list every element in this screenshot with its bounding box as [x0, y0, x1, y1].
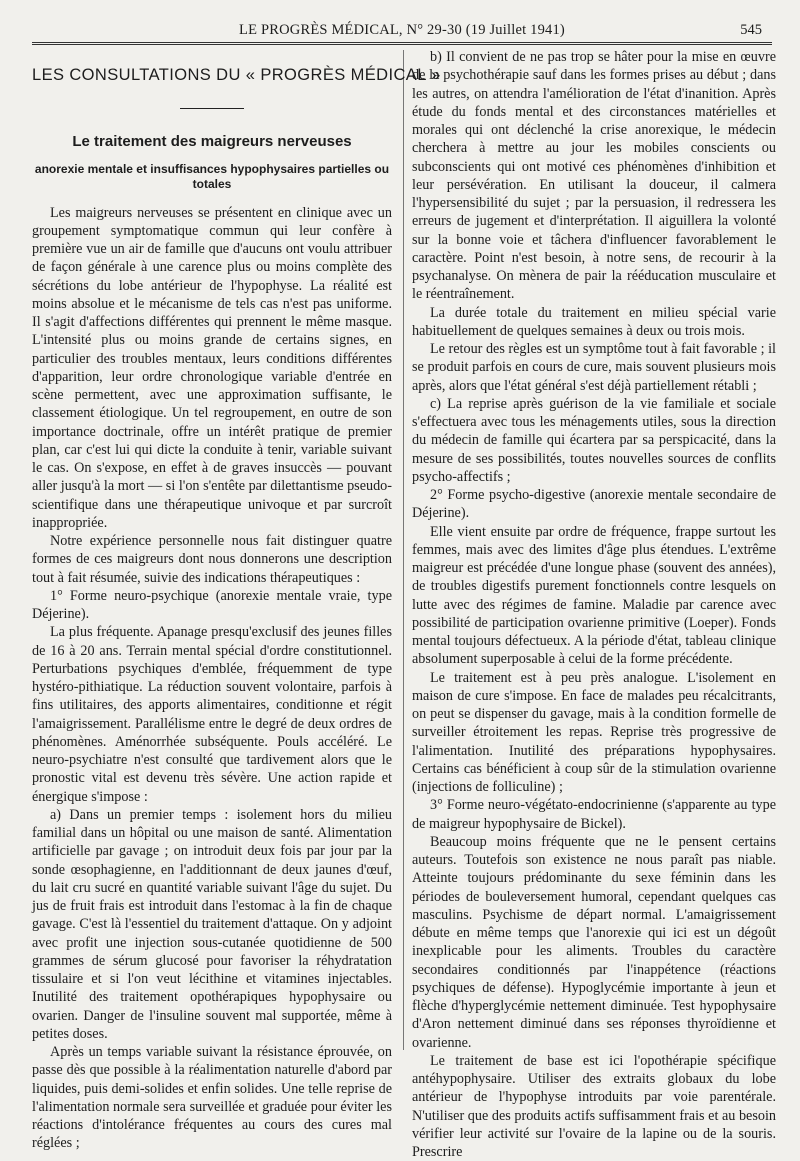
right-column	[412, 48, 776, 1161]
section-separator	[180, 108, 244, 109]
body-paragraph: La plus fréquente. Apanage presqu'exclusif des jeunes filles de 16 à 20 ans. Terrain mental spécial d'ordre constitutionnel. Perturbations psychiques d'emblée, fréquemment de type hystéro-pithiatique. La réduction souvent volontaire, parfois à fins utilitaires, des apports alimentaires, conditionne et régit l'amaigrissement. Parallélisme entre le degré de deux ordres de phénomènes. Aménorrhée subséquente. Pouls accéléré. Le neuro-psychiatre n'est consulté que tardivement alors que le pronostic vital est devenu très sévère. Une action rapide et énergique s'impose :	[32, 624, 392, 805]
article-subtitle: anorexie mentale et insuffisances hypophysaires partielles ou totales	[34, 161, 390, 191]
running-title: LE PROGRÈS MÉDICAL, N° 29-30 (19 Juillet 1941)	[239, 22, 565, 38]
column-divider	[403, 50, 404, 1050]
body-paragraph: Après un temps variable suivant la résistance éprouvée, on passe dès que possible à la réalimentation naturelle d'abord par liquides, puis demi-solides et enfin solides. Une telle reprise de l'alimentation normale sera surveillée et graduée pour éviter les réactions d'intolérance fréquentes au cours des cures mal réglées ;	[32, 1044, 392, 1152]
body-paragraph: Les maigreurs nerveuses se présentent en clinique avec un groupement symptomatique commun qui leur confère à première vue un air de famille que d'aucuns ont voulu attribuer de façon générale à une carence plus ou moins complète des sécrétions du lobe antérieur de l'hypophyse. La réalité est moins absolue et le mécanisme de tels cas n'est pas uniforme. Il s'agit d'affections différentes qui prennent le même masque. L'intensité plus ou moins grande de certains signes, en particulier des troubles mentaux, leurs conditions différentes d'apparition, leur ordre chronologique variable d'entrée en scène permettent, avec une approximation suffisante, le classement étiologique. Un tel regroupement, en outre de son importance doctrinale, offre un intérêt pratique de premier plan, car c'est lui qui dicte la conduite à tenir, variable suivant le cas. On s'expose, en effet à de graves insuccès — pouvant aller jusqu'à la mort — si l'on s'entête par dilettantisme pseudo-scientifique dans une thérapeutique univoque et par surcroît inappropriée.	[32, 204, 392, 531]
body-paragraph: Notre expérience personnelle nous fait distinguer quatre formes de ces maigreurs dont nous donnerons une description tout à fait résumée, suivie des indications thérapeutiques :	[32, 533, 392, 586]
body-paragraph: c) La reprise après guérison de la vie familiale et sociale s'effectuera avec tous les ménagements utiles, sous la direction du médecin de famille qui écartera par sa perspicacité, dans la mesure de ses possibilités, toutes nouvelles sources de conflits psycho-affectifs ;	[412, 395, 776, 485]
body-paragraph: 2° Forme psycho-digestive (anorexie mentale secondaire de Déjerine).	[412, 487, 776, 522]
article-title: Le traitement des maigreurs nerveuses	[72, 133, 352, 151]
body-paragraph: b) Il convient de ne pas trop se hâter pour la mise en œuvre de la psychothérapie sauf dans les formes prises au début ; dans les autres, on attendra l'amélioration de l'état d'inanition. Après étude du fonds mental et des circonstances matérielles et morales qui ont déclenché la crise anorexique, le médecin cherchera à mettre au jour les mobiles conscients ou subconscients qui ont motivé ces phénomènes d'inhibition et leur persévération. En utilisant la douceur, il calmera l'hypersensibilité du sujet ; par la persuasion, il redressera les erreurs de jugement et d'interprétation. Il aiguillera la volonté sur la bonne voie et tâchera d'influencer favorablement le caractère. Point n'est besoin, à notre sens, de recourir à la psychanalyse. On mènera de pair la rééducation musculaire et le réentraînement.	[412, 49, 776, 303]
body-paragraph: Elle vient ensuite par ordre de fréquence, frappe surtout les femmes, mais avec des limites d'âge plus étendues. L'extrême maigreur est précédée d'une longue phase (souvent des années), de troubles digestifs purement fonctionnels contre lesquels on lutte avec des régimes de famine. Maladie par carence avec possibilité de participation ovarienne primitive (Loeper). Fonds mental toujours défectueux. A la période d'état, tableau clinique absolument superposable à celui de la forme précédente.	[412, 523, 776, 668]
body-paragraph: Le retour des règles est un symptôme tout à fait favorable ; il se produit parfois en cours de cure, mais souvent plusieurs mois après, alors que l'état général s'est déjà partiellement rétabli ;	[412, 341, 776, 394]
body-paragraph: 3° Forme neuro-végétato-endocrinienne (s'apparente au type de maigreur hypophysaire de Bickel).	[412, 797, 776, 832]
body-paragraph: Le traitement est à peu près analogue. L'isolement en maison de cure s'impose. En face de malades peu récalcitrants, on peut se dispenser du gavage, mais à la condition formelle de surveiller étroitement les repas. Reprise très progressive de l'alimentation. Inutilité des préparations hypophysaires. Certains cas bénéficient à coup sûr de la stimulation ovarienne (injections de folliculine) ;	[412, 669, 776, 795]
body-paragraph: Beaucoup moins fréquente que ne le pensent certains auteurs. Toutefois son existence ne nous paraît pas niable. Atteinte toujours prédominante du sexe féminin dans les périodes de bouleversement humoral, cependant quelques cas masculins. Psychisme de départ normal. L'amaigrissement débute en même temps que l'anorexie qui ici est un dégoût inexplicable pour les aliments. Troubles du caractère secondaires conditionnés par l'inappétence (réactions psychiques de défense). Hypoglycémie importante à jeun et flèche d'hyperglycémie nettement diminuée. Test hypophysaire d'Aron nettement diminué dans ses réponses thyroïdienne et ovarienne.	[412, 833, 776, 1051]
page-number: 545	[740, 22, 762, 38]
body-paragraph: a) Dans un premier temps : isolement hors du milieu familial dans un hôpital ou une maison de santé. Alimentation artificielle par gavage ; on introduit deux fois par jour par la sonde œsophagienne, en l'additionnant de deux jaunes d'œuf, du lait cru sucré en quantité variable suivant l'âge du sujet. Du jus de fruit frais est introduit dans l'estomac à la fin de chaque gavage. C'est là l'essentiel du traitement d'attaque. On y adjoint avec profit une injection sous-cutanée quotidienne de 500 grammes de sérum glucosé pour favoriser la réhydratation tissulaire et si l'on veut lécithine et vitamines injectables. Inutilité des traitement opothérapiques hypophysaire ou ovarien. Danger de l'insuline souvent mal supportée, même à petites doses.	[32, 806, 392, 1042]
running-header	[32, 22, 772, 42]
body-paragraph: 1° Forme neuro-psychique (anorexie mentale vraie, type Déjerine).	[32, 587, 392, 622]
header-rule	[32, 42, 772, 45]
section-title: LES CONSULTATIONS DU « PROGRÈS MÉDICAL »	[32, 66, 441, 84]
left-column	[32, 48, 441, 1153]
body-paragraph: Le traitement de base est ici l'opothérapie spécifique antéhypophysaire. Utiliser des extraits globaux du lobe antérieur de l'hypophyse introduits par voie parentérale. N'utiliser que des produits actifs suffisamment frais et au besoin vérifier leur activité sur l'ovaire de la lapine ou de la souris. Prescrire	[412, 1052, 776, 1160]
body-paragraph: La durée totale du traitement en milieu spécial varie habituellement de quelques semaines à deux ou trois mois.	[412, 304, 776, 339]
